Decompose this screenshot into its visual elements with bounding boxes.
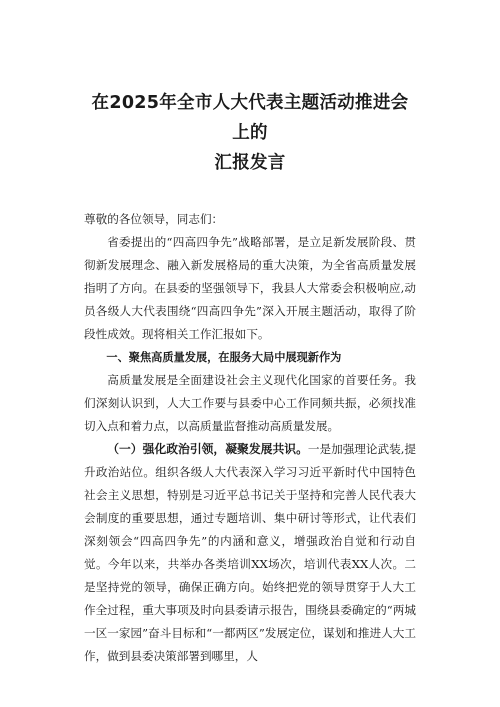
paragraph-subsection-1 xyxy=(84,438,416,668)
subsection-heading-1: （一）强化政治引领，凝聚发展共识。 xyxy=(107,442,308,456)
paragraph-intro: 省委提出的“四高四争先”战略部署，是立足新发展阶段、贯彻新发展理念、融入新发展格局的重大决策，为全省高质量发展指明了方向。在县委的坚强领导下，我县人大常委会积极响应,动员各级人大代表围绕“四高四争先”深入开展主题活动，取得了阶段性成效。现将相关工作汇报如下。 xyxy=(84,235,416,341)
document-body xyxy=(84,208,416,668)
salutation: 尊敬的各位领导，同志们： xyxy=(84,212,224,226)
document-title xyxy=(84,88,416,178)
paragraph-section-1: 高质量发展是全面建设社会主义现代化国家的首要任务。我们深刻认识到，人大工作要与县委中心工作同频共振，必须找准切入点和着力点，以高质量监督推动高质量发展。 xyxy=(84,373,416,433)
subsection-text-1: 一是加强理论武装,提升政治站位。组织各级人大代表深入学习习近平新时代中国特色社会主义思想，特别是习近平总书记关于坚持和完善人民代表大会制度的重要思想，通过专题培训、集中研讨等形式，让代表们深刻领会“四高四争先”的内涵和意义，增强政治自觉和行动自觉。今年以来，共举办各类培训XX场次，培训代表XX人次。二是坚持党的领导，确保正确方向。始终把党的领导贯穿于人大工作全过程，重大事项及时向县委请示报告，围绕县委确定的“两城一区一家园”奋斗目标和“一都两区”发展定位，谋划和推进人大工作，做到县委决策部署到哪里，人 xyxy=(84,442,416,663)
section-heading-1: 一、聚焦高质量发展，在服务大局中展现新作为 xyxy=(106,351,342,364)
title-line-1: 在2025年全市人大代表主题活动推进会上的 xyxy=(91,93,409,143)
title-line-2: 汇报发言 xyxy=(214,153,286,173)
